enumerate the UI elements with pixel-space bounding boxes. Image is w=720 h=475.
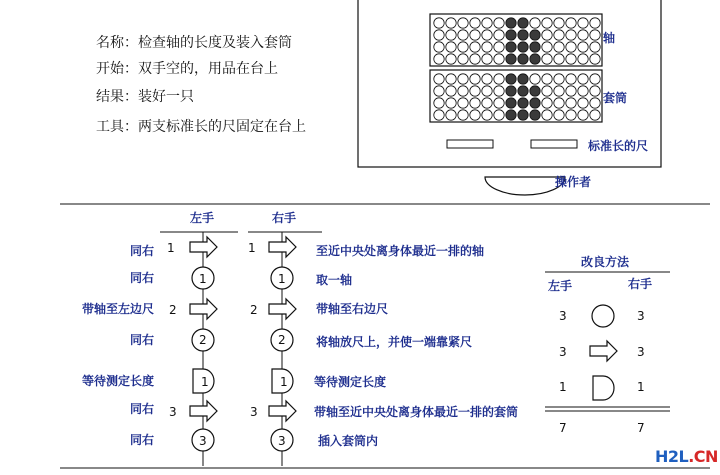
right-step-5-num: 1	[280, 375, 288, 389]
info-start: 开始：双手空的，用品在台上	[96, 61, 278, 77]
improve-right-header: 右手	[628, 277, 653, 291]
shaft-label: 轴	[603, 31, 616, 45]
improve-row-2-left: 3	[559, 345, 567, 359]
right-step-5-label: 等待测定长度	[314, 375, 387, 389]
left-step-1-num: 1	[167, 241, 175, 255]
improve-title: 改良方法	[581, 255, 630, 269]
operator-label: 操作者	[555, 175, 592, 189]
left-step-7-num: 3	[199, 434, 207, 448]
watermark-part1: H2L	[655, 447, 689, 466]
improve-row-3-right: 1	[637, 380, 645, 394]
right-step-3-label: 带轴至右边尺	[316, 302, 389, 316]
watermark-part2: .CN	[688, 447, 718, 466]
left-step-3-label: 带轴至左边尺	[81, 302, 154, 316]
left-step-5-label: 等待测定长度	[81, 374, 154, 388]
improve-row-1-circle-symbol	[592, 305, 614, 327]
left-step-2-num: 1	[199, 272, 207, 286]
left-step-6-num: 3	[169, 405, 177, 419]
watermark-logo	[655, 447, 718, 466]
improve-total-right: 7	[637, 421, 645, 435]
improve-row-3-left: 1	[559, 380, 567, 394]
right-step-7-num: 3	[278, 434, 286, 448]
left-step-4-label: 同右	[129, 333, 154, 347]
improve-row-2-right: 3	[637, 345, 645, 359]
left-step-7-label: 同右	[129, 433, 154, 447]
sleeve-label: 套筒	[603, 91, 628, 105]
right-step-7-label: 插入套筒内	[318, 434, 379, 448]
right-step-6-num: 3	[250, 405, 258, 419]
improve-row-1-left: 3	[559, 309, 567, 323]
left-step-2-label: 同右	[129, 271, 154, 285]
improve-row-3-d-symbol	[593, 376, 614, 400]
right-step-1-num: 1	[248, 241, 256, 255]
info-name: 名称：检查轴的长度及装入套筒	[96, 35, 292, 51]
left-step-3-num: 2	[169, 303, 177, 317]
improve-symbols	[590, 305, 617, 400]
right-step-3-num: 2	[250, 303, 258, 317]
right-step-4-label: 将轴放尺上，并使一端靠紧尺	[316, 335, 473, 349]
right-step-2-num: 1	[278, 272, 286, 286]
left-step-6-label: 同右	[129, 402, 154, 416]
left-step-5-num: 1	[201, 375, 209, 389]
right-step-2-label: 取一轴	[316, 273, 353, 287]
improve-row-2-arrow-symbol	[590, 341, 617, 361]
left-hand-header: 左手	[190, 211, 215, 225]
left-step-1-label: 同右	[129, 244, 154, 258]
info-tool: 工具：两支标准长的尺固定在台上	[96, 119, 306, 135]
info-result: 结果：装好一只	[96, 89, 194, 105]
improve-row-1-right: 3	[637, 309, 645, 323]
right-step-6-label: 带轴至近中央处离身体最近一排的套筒	[314, 405, 519, 419]
right-hand-header: 右手	[272, 211, 297, 225]
ruler-label: 标准长的尺	[588, 139, 649, 153]
right-step-4-num: 2	[278, 333, 286, 347]
right-step-1-label: 至近中央处离身体最近一排的轴	[316, 244, 485, 258]
improve-left-header: 左手	[548, 279, 573, 293]
left-step-4-num: 2	[199, 333, 207, 347]
improve-total-left: 7	[559, 421, 567, 435]
